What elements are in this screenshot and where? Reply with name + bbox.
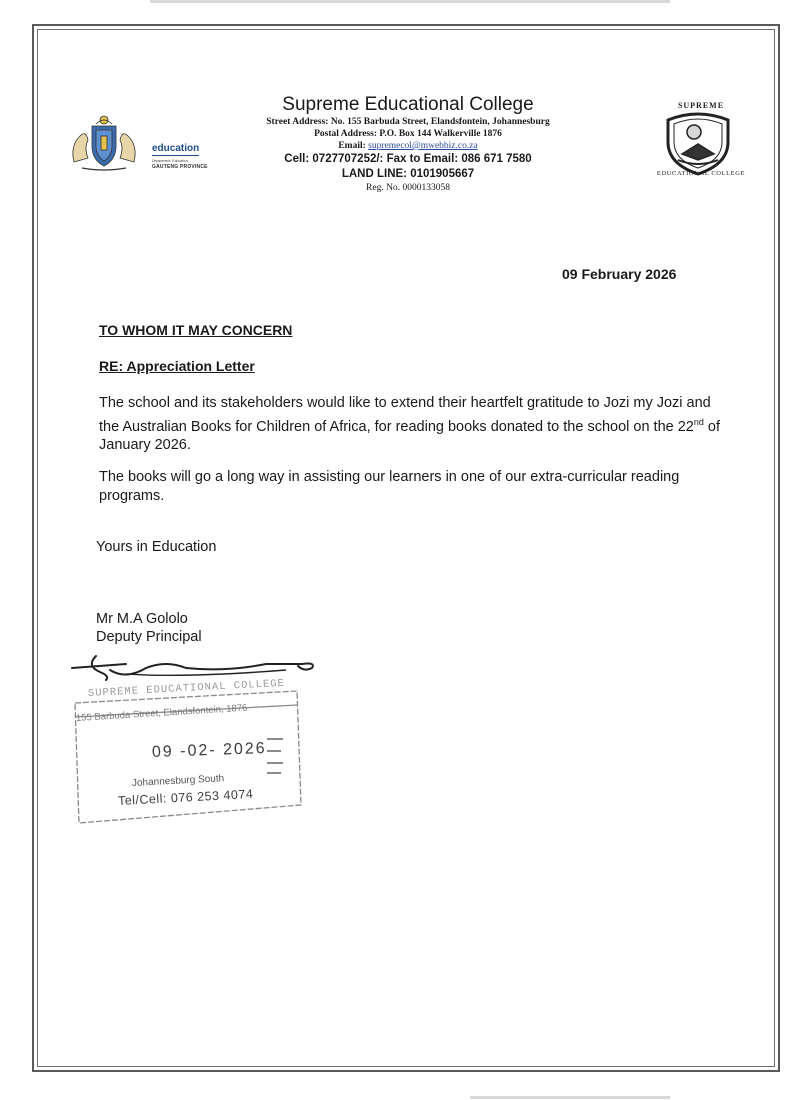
stamp-line-5: Tel/Cell: 076 253 4074 [117,786,254,808]
ordinal-suffix: nd [693,416,704,427]
cell-fax: Cell: 0727707252/: Fax to Email: 086 671 7580 [284,153,532,165]
signatory-title: Deputy Principal [96,629,202,645]
subject-line: RE: Appreciation Letter [99,358,255,374]
postal-address: Postal Address: P.O. Box 144 Walkerville 1876 [314,129,502,139]
closing: Yours in Education [96,539,217,555]
street-address: Street Address: No. 155 Barbuda Street, Elandsfontein, Johannesburg [266,117,550,127]
paragraph-2: The books will go a long way in assisting our learners in one of our extra-curricular reading programs. [99,469,680,504]
land-line: LAND LINE: 0101905667 [341,168,475,180]
email-link[interactable]: supremecol@mwebbiz.co.za [368,141,478,151]
reg-number: Reg. No. 0000133058 [366,183,450,193]
email-label: Email: [338,141,366,151]
letter-date: 09 February 2026 [562,266,677,282]
signatory-name: Mr M.A Gololo [96,611,188,627]
crest-title: SUPREME [677,101,725,110]
paragraph-1-end: of January 2026. [99,418,721,453]
gov-logo-province: GAUTENG PROVINCE [152,164,208,170]
stamp-line-2: 155 Barbuda Street, Elandsfontein, 1876 [75,702,248,724]
email-line [196,140,620,152]
scan-top-edge [150,0,670,3]
stamp-line-1: SUPREME EDUCATIONAL COLLEGE [87,677,286,700]
paragraph-1 [99,394,729,454]
school-name: Supreme Educational College [282,94,534,115]
gov-logo-department: Department: Education [152,159,188,163]
scan-bottom-edge [470,1096,670,1099]
paragraph-1-main: The school and its stakeholders would like to extend their heartfelt gratitude to Jozi my Jozi and the Australian Books for Children of Africa, for reading books donated to the school on the 22 [99,395,711,435]
crest-name: EDUCATIONAL COLLEGE [656,170,746,177]
stamp-date: 09 -02- 2026 [151,740,267,761]
stamp-line-4: Johannesburg South [131,773,225,789]
salutation: TO WHOM IT MAY CONCERN [99,322,293,338]
letterhead [196,94,620,194]
gov-logo-title: education [152,143,200,154]
